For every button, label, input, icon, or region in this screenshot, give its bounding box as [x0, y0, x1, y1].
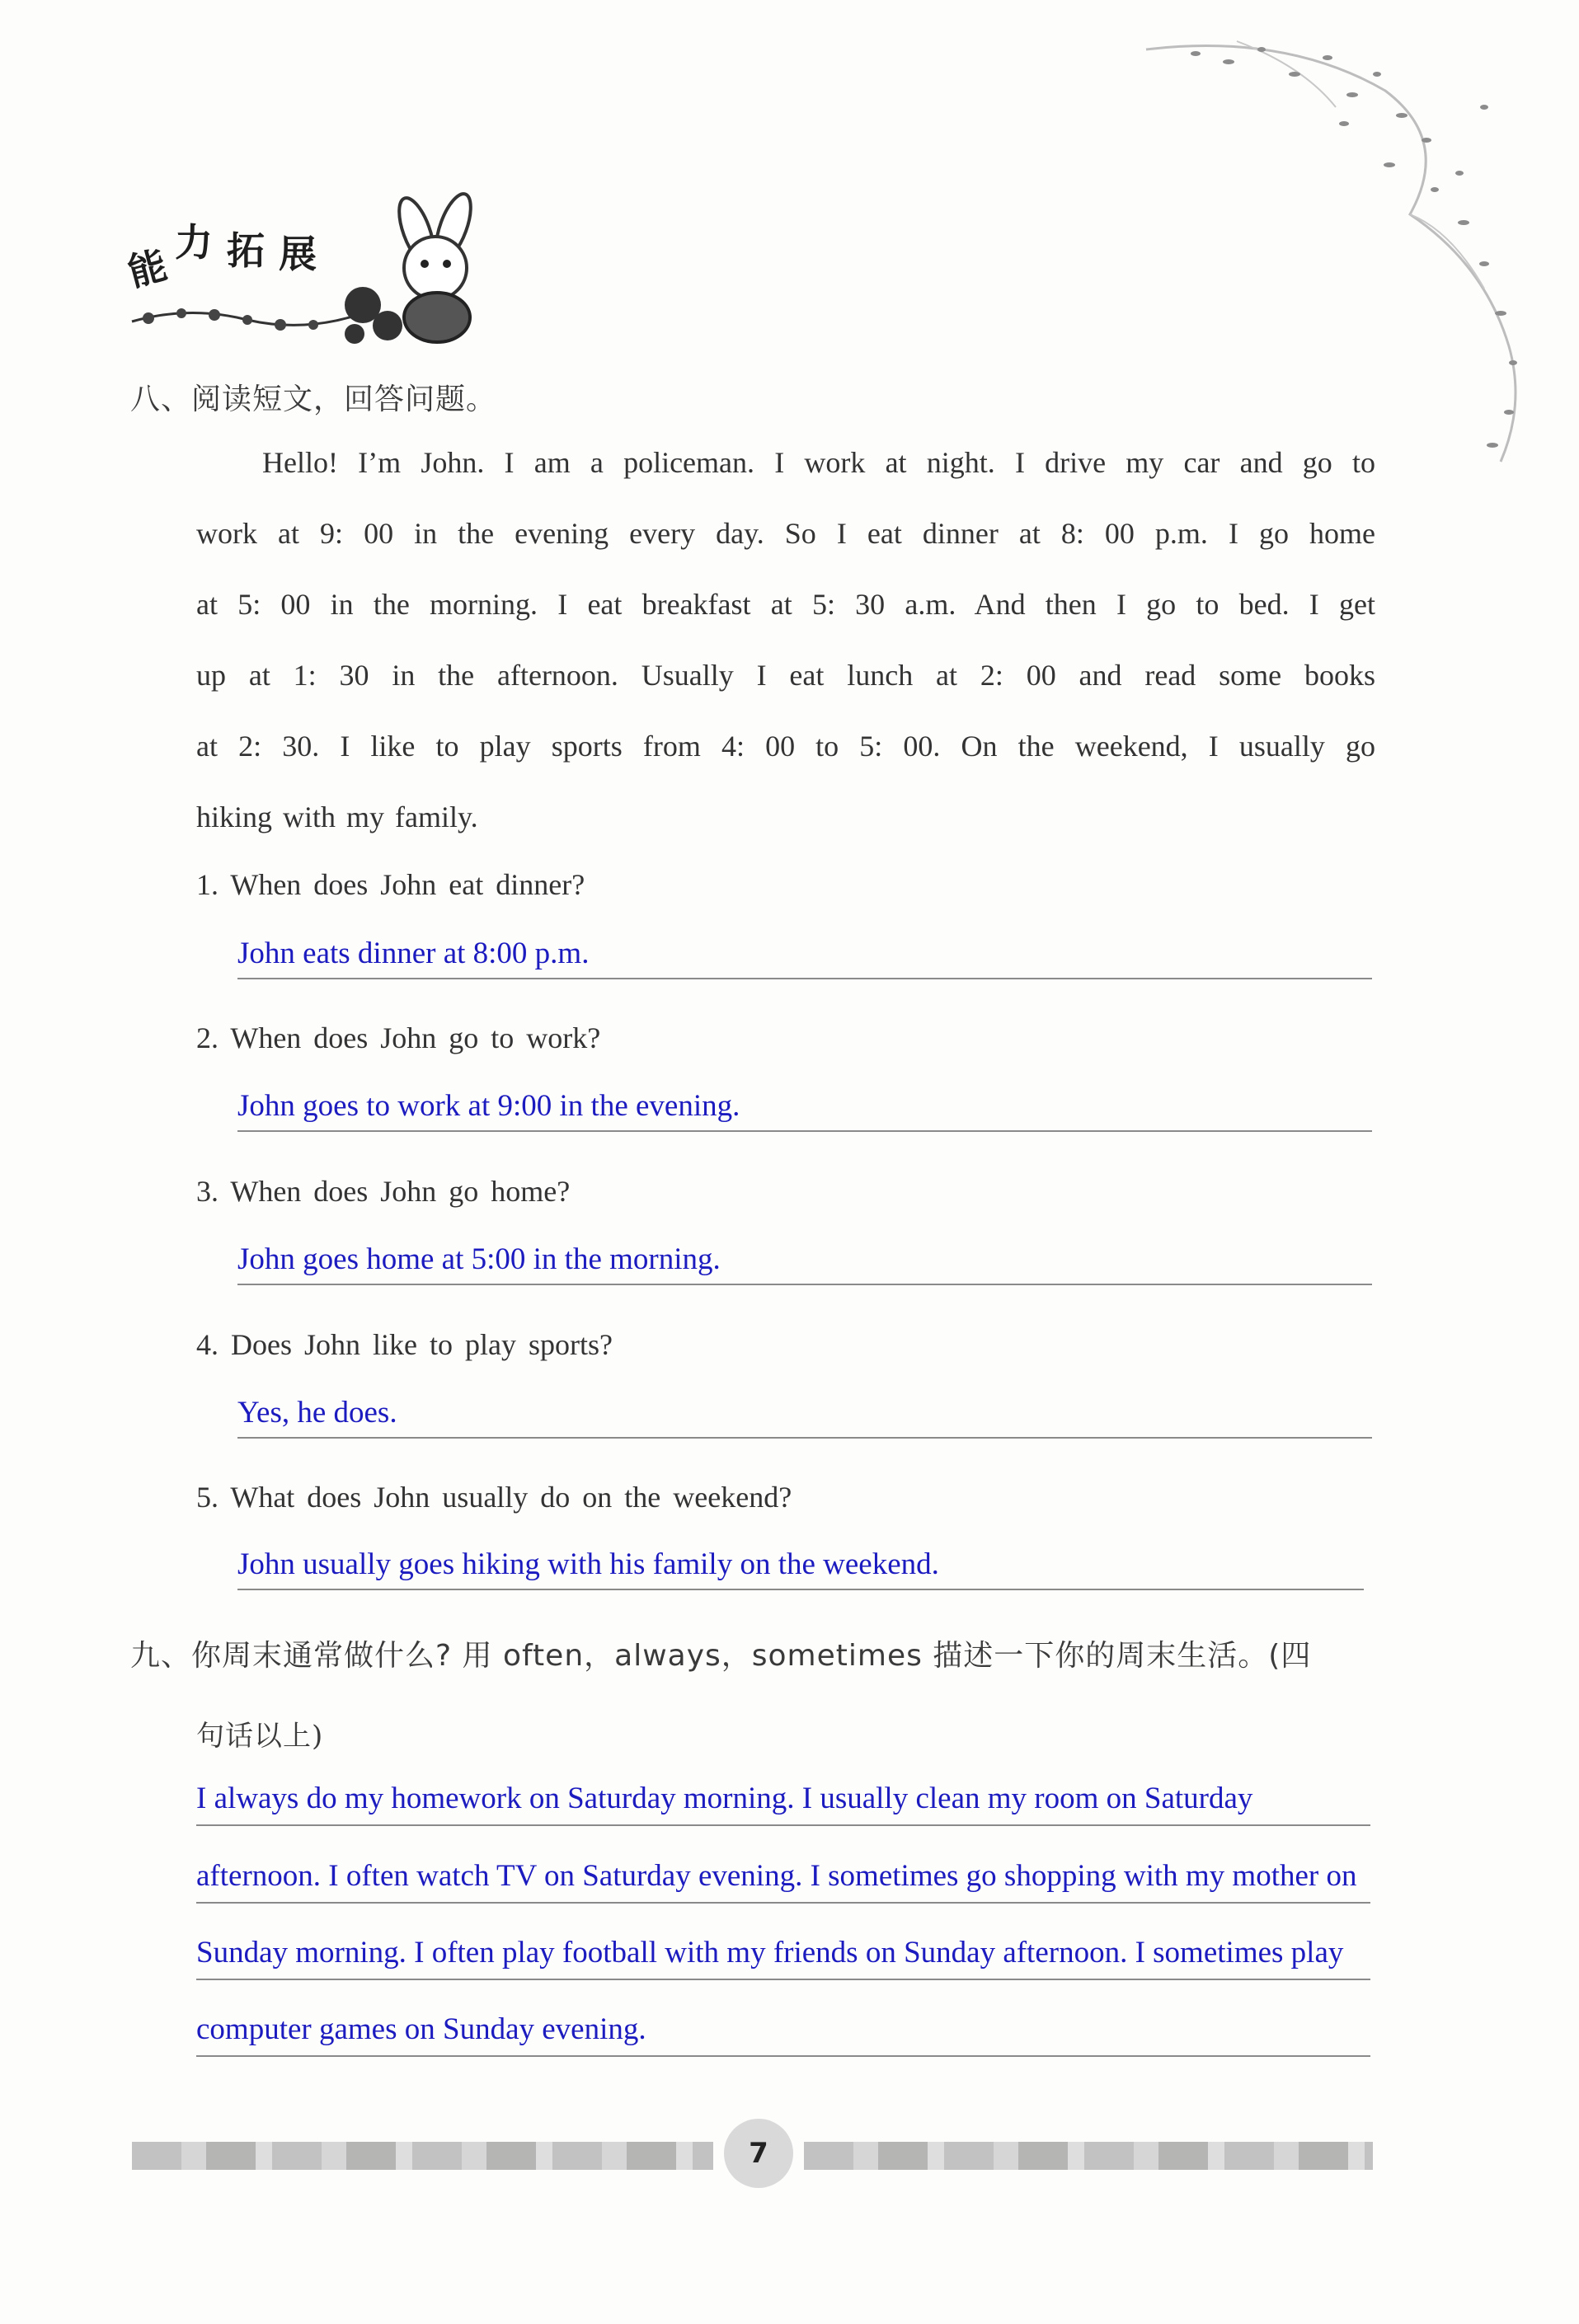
footer-bar-right	[804, 2142, 1373, 2170]
answer-5[interactable]: John usually goes hiking with his family on the weekend.	[237, 1547, 1364, 1590]
footer-bar-left	[132, 2142, 713, 2170]
passage-line: at 5: 00 in the morning. I eat breakfast at 5: 30 a.m. And then I go to bed. I get	[196, 588, 1375, 621]
question-4: 4. Does John like to play sports?	[196, 1328, 613, 1361]
answer-2[interactable]: John goes to work at 9:00 in the evening.	[237, 1088, 1372, 1132]
question-1: 1. When does John eat dinner?	[196, 868, 585, 901]
essay-line-4[interactable]: computer games on Sunday evening.	[196, 2012, 1370, 2057]
question-2: 2. When does John go to work?	[196, 1021, 601, 1054]
section-9-title: 九、你周末通常做什么? 用 often，always，sometimes 描述一下你的周末生活。(四	[130, 1639, 1312, 1673]
question-5: 5. What does John usually do on the weekend?	[196, 1481, 792, 1514]
banner-char-3: 拓	[227, 228, 265, 273]
section-banner	[124, 181, 519, 346]
answer-3[interactable]: John goes home at 5:00 in the morning.	[237, 1242, 1372, 1285]
passage-line: Hello! I’m John. I am a policeman. I work at night. I drive my car and go to	[262, 446, 1375, 479]
passage-line: work at 9: 00 in the evening every day. So I eat dinner at 8: 00 p.m. I go home	[196, 517, 1375, 550]
rabbit-icon	[330, 181, 503, 346]
essay-line-2[interactable]: afternoon. I often watch TV on Saturday evening. I sometimes go shopping with my mother on	[196, 1858, 1370, 1904]
passage-line: hiking with my family.	[196, 800, 478, 833]
answer-1[interactable]: John eats dinner at 8:00 p.m.	[237, 936, 1372, 979]
passage-line: at 2: 30. I like to play sports from 4: 00 to 5: 00. On the weekend, I usually go	[196, 730, 1375, 763]
passage-line: up at 1: 30 in the afternoon. Usually I eat lunch at 2: 00 and read some books	[196, 659, 1375, 692]
essay-line-3[interactable]: Sunday morning. I often play football with my friends on Sunday afternoon. I sometimes play	[196, 1935, 1370, 1980]
reading-passage	[196, 427, 1375, 852]
banner-char-2: 力	[175, 220, 213, 265]
banner-char-4: 展	[279, 232, 317, 276]
question-3: 3. When does John go home?	[196, 1175, 571, 1208]
essay-line-1[interactable]: I always do my homework on Saturday morning. I usually clean my room on Saturday	[196, 1781, 1370, 1826]
answer-4[interactable]: Yes, he does.	[237, 1395, 1372, 1439]
banner-char-1: 能	[123, 242, 172, 295]
vine-decoration	[1138, 16, 1550, 478]
section-8-title: 八、阅读短文，回答问题。	[130, 383, 497, 416]
section-9-title-cont: 句话以上)	[196, 1720, 324, 1753]
page-number: 7	[724, 2119, 793, 2188]
